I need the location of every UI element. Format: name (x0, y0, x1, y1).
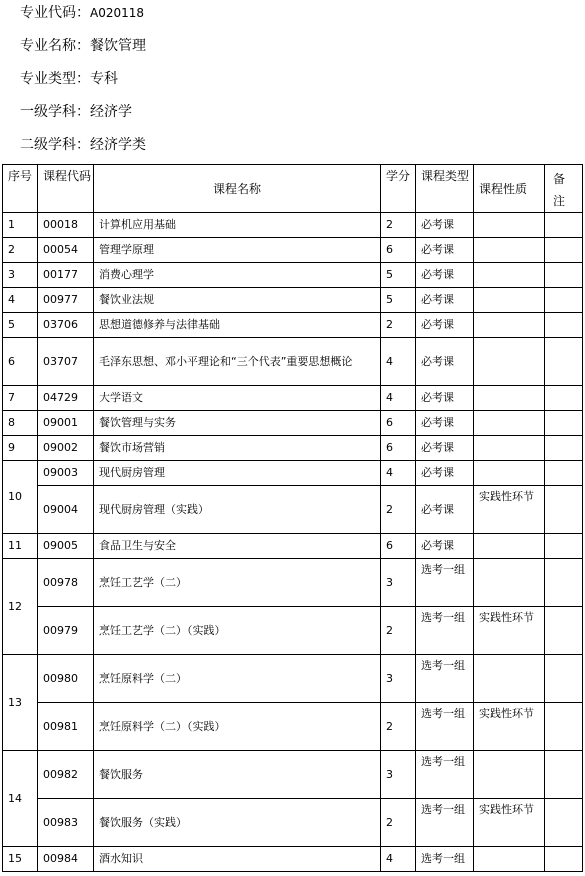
table-row (3, 386, 583, 411)
cell-note (545, 751, 583, 799)
cell-name: 烹饪原料学（二）（实践） (94, 703, 381, 751)
cell-nature (474, 338, 545, 386)
cell-credit: 3 (381, 655, 416, 703)
cell-credit: 3 (381, 751, 416, 799)
cell-type: 必考课 (416, 213, 474, 238)
header-type: 课程类型 (416, 165, 474, 213)
cell-nature (474, 436, 545, 461)
cell-name: 餐饮服务 (94, 751, 381, 799)
cell-nature: 实践性环节 (474, 486, 545, 534)
cell-credit: 4 (381, 461, 416, 486)
cell-nature (474, 313, 545, 338)
cell-name: 大学语文 (94, 386, 381, 411)
cell-credit: 6 (381, 534, 416, 559)
header-nature: 课程性质 (474, 165, 545, 213)
cell-note (545, 534, 583, 559)
cell-type: 必考课 (416, 238, 474, 263)
meta-line-name (20, 35, 146, 55)
cell-type: 选考一组 (416, 799, 474, 847)
cell-name: 现代厨房管理（实践） (94, 486, 381, 534)
cell-credit: 6 (381, 411, 416, 436)
cell-credit: 4 (381, 847, 416, 872)
cell-code: 00984 (38, 847, 94, 872)
cell-type: 必考课 (416, 288, 474, 313)
cell-code: 09003 (38, 461, 94, 486)
cell-code: 09002 (38, 436, 94, 461)
cell-code: 09005 (38, 534, 94, 559)
cell-code: 00983 (38, 799, 94, 847)
cell-name: 思想道德修养与法律基础 (94, 313, 381, 338)
meta-value: 餐饮管理 (90, 38, 146, 54)
cell-type: 必考课 (416, 534, 474, 559)
cell-code: 00980 (38, 655, 94, 703)
meta-value: 经济学类 (90, 137, 146, 153)
meta-label: 专业类型： (20, 71, 90, 87)
cell-code: 09001 (38, 411, 94, 436)
table-row (3, 461, 583, 486)
meta-line-discipline2 (20, 134, 146, 154)
table-row (3, 703, 583, 751)
cell-credit: 4 (381, 386, 416, 411)
cell-credit: 6 (381, 238, 416, 263)
cell-name: 计算机应用基础 (94, 213, 381, 238)
table-row (3, 847, 583, 872)
cell-nature: 实践性环节 (474, 799, 545, 847)
header-name: 课程名称 (94, 165, 381, 213)
cell-name: 餐饮服务（实践） (94, 799, 381, 847)
cell-no: 11 (3, 534, 38, 559)
meta-value: 经济学 (90, 104, 132, 120)
table-row (3, 288, 583, 313)
header-no: 序号 (3, 165, 38, 213)
cell-note (545, 288, 583, 313)
cell-credit: 2 (381, 213, 416, 238)
meta-label: 专业名称： (20, 38, 90, 54)
cell-type: 必考课 (416, 263, 474, 288)
cell-name: 餐饮业法规 (94, 288, 381, 313)
meta-line-discipline1 (20, 101, 132, 121)
table-row (3, 436, 583, 461)
cell-nature (474, 461, 545, 486)
cell-note (545, 238, 583, 263)
cell-code: 00982 (38, 751, 94, 799)
cell-no: 12 (3, 559, 38, 655)
cell-type: 必考课 (416, 386, 474, 411)
cell-no: 7 (3, 386, 38, 411)
meta-label: 专业代码： (20, 5, 90, 21)
cell-type: 必考课 (416, 436, 474, 461)
cell-no: 15 (3, 847, 38, 872)
cell-no: 14 (3, 751, 38, 847)
cell-no: 1 (3, 213, 38, 238)
cell-name: 烹饪工艺学（二）（实践） (94, 607, 381, 655)
meta-line-code (20, 2, 144, 22)
cell-code: 00978 (38, 559, 94, 607)
cell-code: 00977 (38, 288, 94, 313)
cell-credit: 3 (381, 559, 416, 607)
cell-code: 00981 (38, 703, 94, 751)
cell-code: 04729 (38, 386, 94, 411)
cell-credit: 2 (381, 607, 416, 655)
cell-name: 毛泽东思想、邓小平理论和“三个代表”重要思想概论 (94, 338, 381, 386)
cell-name: 消费心理学 (94, 263, 381, 288)
cell-no: 6 (3, 338, 38, 386)
meta-line-type (20, 68, 118, 88)
cell-no: 13 (3, 655, 38, 751)
cell-name: 餐饮市场营销 (94, 436, 381, 461)
cell-name: 管理学原理 (94, 238, 381, 263)
cell-nature (474, 751, 545, 799)
cell-no: 10 (3, 461, 38, 534)
cell-credit: 6 (381, 436, 416, 461)
cell-nature (474, 534, 545, 559)
table-row (3, 559, 583, 607)
table-row (3, 799, 583, 847)
cell-type: 选考一组 (416, 559, 474, 607)
cell-name: 餐饮管理与实务 (94, 411, 381, 436)
cell-nature (474, 213, 545, 238)
header-note: 备注 (545, 165, 583, 213)
table-row (3, 607, 583, 655)
cell-nature (474, 386, 545, 411)
table-row (3, 655, 583, 703)
cell-note (545, 461, 583, 486)
cell-credit: 2 (381, 313, 416, 338)
cell-nature (474, 263, 545, 288)
cell-no: 8 (3, 411, 38, 436)
table-row (3, 238, 583, 263)
cell-note (545, 386, 583, 411)
cell-type: 必考课 (416, 411, 474, 436)
meta-label: 二级学科： (20, 137, 90, 153)
cell-no: 3 (3, 263, 38, 288)
cell-note (545, 338, 583, 386)
cell-code: 09004 (38, 486, 94, 534)
cell-no: 9 (3, 436, 38, 461)
cell-name: 现代厨房管理 (94, 461, 381, 486)
cell-code: 00054 (38, 238, 94, 263)
table-row (3, 213, 583, 238)
cell-code: 00177 (38, 263, 94, 288)
cell-type: 选考一组 (416, 751, 474, 799)
table-row (3, 751, 583, 799)
cell-code: 00979 (38, 607, 94, 655)
cell-type: 选考一组 (416, 655, 474, 703)
cell-name: 烹饪工艺学（二） (94, 559, 381, 607)
cell-note (545, 213, 583, 238)
table-row (3, 338, 583, 386)
cell-nature (474, 238, 545, 263)
meta-value: 专科 (90, 71, 118, 87)
cell-type: 必考课 (416, 486, 474, 534)
meta-label: 一级学科： (20, 104, 90, 120)
cell-credit: 5 (381, 263, 416, 288)
cell-note (545, 436, 583, 461)
meta-value: A020118 (90, 6, 145, 20)
table-header-row (3, 165, 583, 213)
cell-note (545, 847, 583, 872)
cell-code: 03707 (38, 338, 94, 386)
cell-note (545, 263, 583, 288)
cell-no: 4 (3, 288, 38, 313)
cell-nature (474, 655, 545, 703)
cell-nature: 实践性环节 (474, 607, 545, 655)
cell-code: 03706 (38, 313, 94, 338)
cell-credit: 2 (381, 703, 416, 751)
cell-note (545, 313, 583, 338)
cell-name: 烹饪原料学（二） (94, 655, 381, 703)
cell-code: 00018 (38, 213, 94, 238)
cell-credit: 2 (381, 486, 416, 534)
cell-note (545, 799, 583, 847)
cell-credit: 2 (381, 799, 416, 847)
cell-note (545, 486, 583, 534)
cell-type: 必考课 (416, 313, 474, 338)
cell-note (545, 655, 583, 703)
cell-nature (474, 559, 545, 607)
cell-nature (474, 411, 545, 436)
table-row (3, 313, 583, 338)
cell-note (545, 411, 583, 436)
cell-type: 必考课 (416, 461, 474, 486)
cell-type: 选考一组 (416, 703, 474, 751)
cell-note (545, 607, 583, 655)
table-row (3, 534, 583, 559)
table-row (3, 263, 583, 288)
cell-credit: 5 (381, 288, 416, 313)
table-row (3, 411, 583, 436)
cell-nature (474, 847, 545, 872)
cell-type: 选考一组 (416, 607, 474, 655)
course-table (2, 164, 583, 872)
cell-no: 2 (3, 238, 38, 263)
cell-name: 食品卫生与安全 (94, 534, 381, 559)
cell-nature (474, 288, 545, 313)
table-row (3, 486, 583, 534)
header-code: 课程代码 (38, 165, 94, 213)
cell-name: 酒水知识 (94, 847, 381, 872)
cell-credit: 4 (381, 338, 416, 386)
cell-note (545, 559, 583, 607)
header-credit: 学分 (381, 165, 416, 213)
cell-type: 必考课 (416, 338, 474, 386)
cell-nature: 实践性环节 (474, 703, 545, 751)
cell-type: 选考一组 (416, 847, 474, 872)
cell-note (545, 703, 583, 751)
cell-no: 5 (3, 313, 38, 338)
